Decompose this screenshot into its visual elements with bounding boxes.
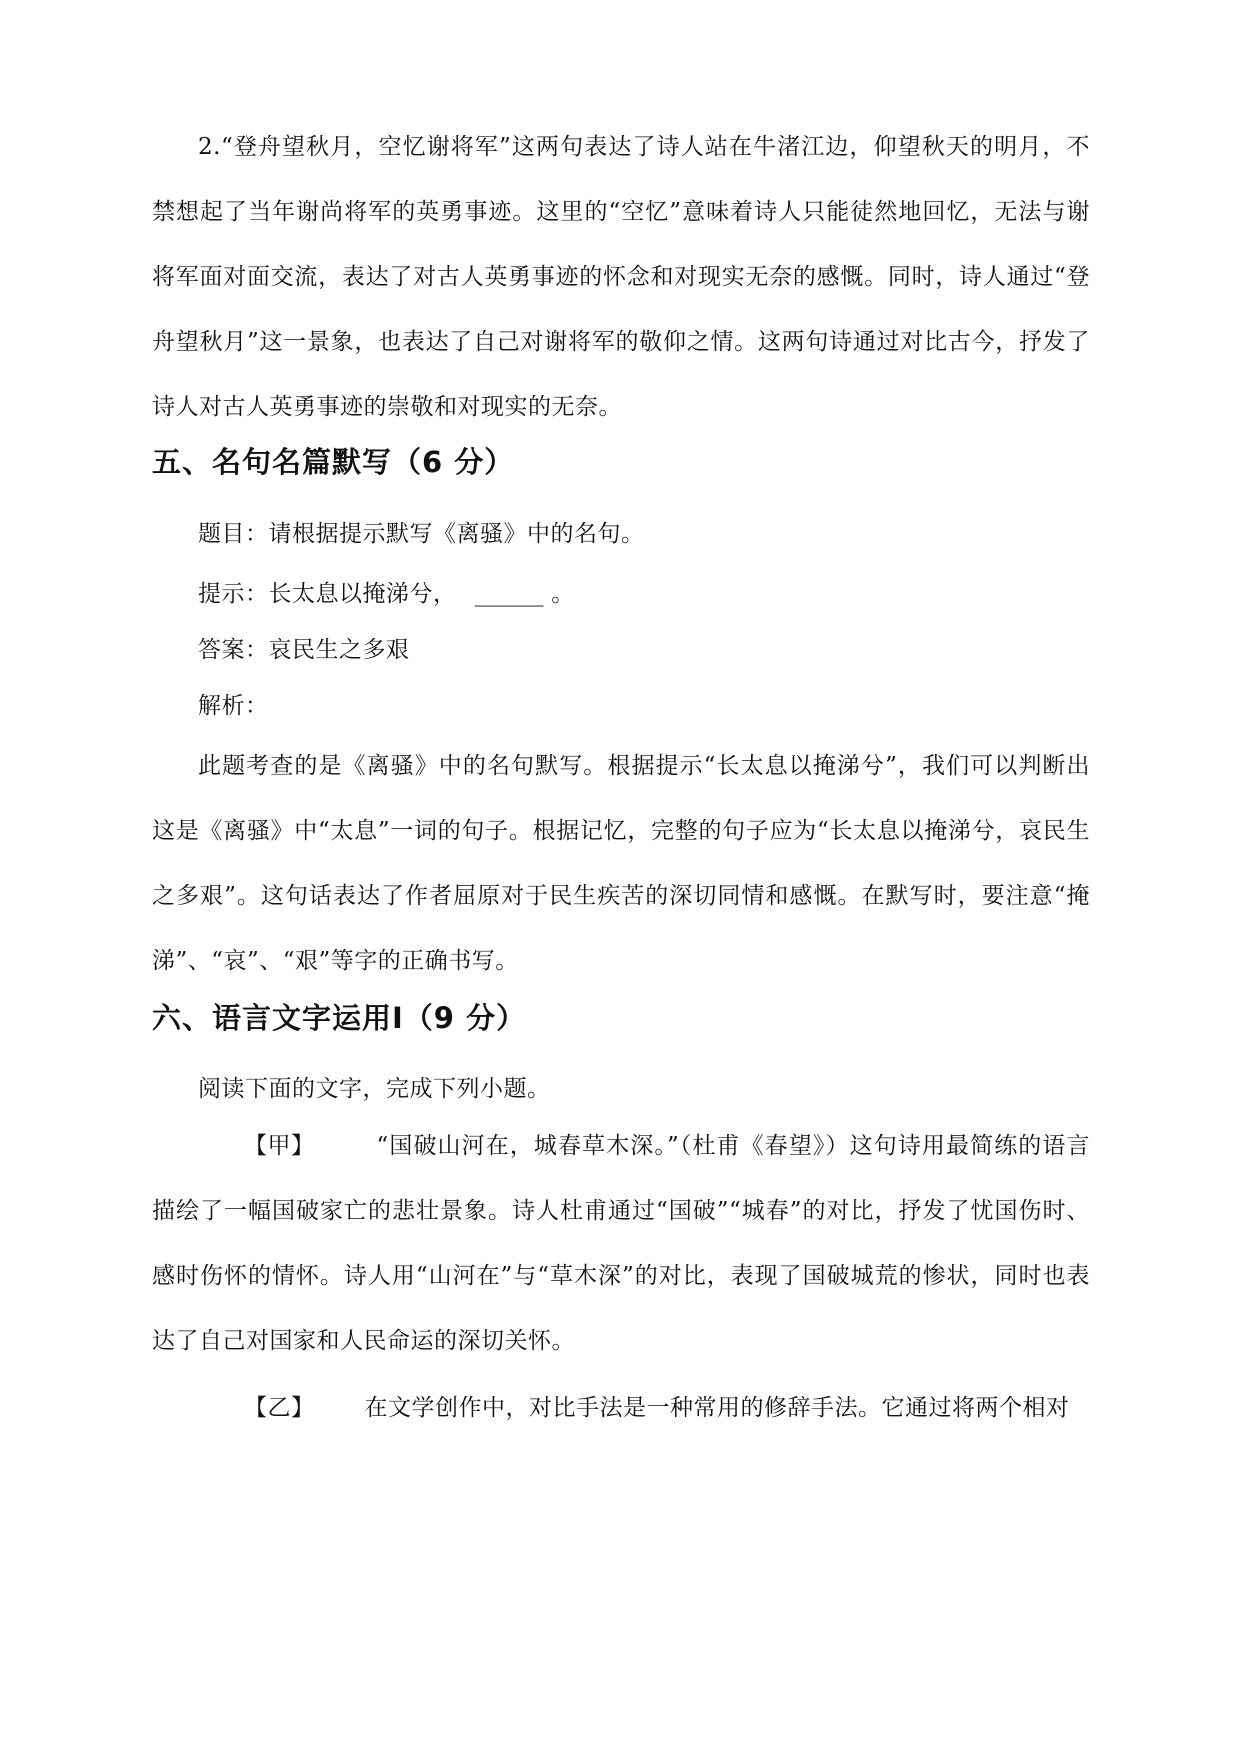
reading-intro: 阅读下面的文字，完成下列小题。 [198, 1076, 551, 1102]
passage-jia [152, 1114, 1090, 1374]
section-six-heading: 六、语言文字运用Ⅰ（9 分） [152, 1001, 527, 1035]
hint-blank: ______ [474, 581, 544, 607]
section-five-heading: 五、名句名篇默写（6 分） [152, 445, 515, 479]
hint-prefix: 提示：长太息以掩涕兮， [198, 581, 457, 607]
poem-analysis-paragraph: 2.“登舟望秋月，空忆谢将军”这两句表达了诗人站在牛渚江边，仰望秋天的明月，不禁想起了当年谢尚将军的英勇事迹。这里的“空忆”意味着诗人只能徒然地回忆，无法与谢将军面对面交流，表达了对古人英勇事迹的怀念和对现实无奈的感慨。同时，诗人通过“登舟望秋月”这一景象，也表达了自己对谢将军的敬仰之情。这两句诗通过对比古今，抒发了诗人对古人英勇事迹的崇敬和对现实的无奈。 [152, 134, 1090, 420]
question-line: 题目：请根据提示默写《离骚》中的名句。 [198, 521, 645, 547]
passage-jia-tag: 【甲】 [244, 1133, 315, 1159]
hint-suffix: 。 [543, 581, 575, 607]
hint-line [198, 578, 575, 610]
passage-jia-text: “国破山河在，城春草木深。”（杜甫《春望》）这句诗用最简练的语言描绘了一幅国破家亡的悲壮景象。诗人杜甫通过“国破”“城春”的对比，抒发了忧国伤时、感时伤怀的情怀。诗人用“山河在”与“草木深”的对比，表现了国破城荒的惨状，同时也表达了自己对国家和人民命运的深切关怀。 [152, 1133, 1090, 1354]
analysis-paragraph: 此题考查的是《离骚》中的名句默写。根据提示“长太息以掩涕兮”，我们可以判断出这是《离骚》中“太息”一词的句子。根据记忆，完整的句子应为“长太息以掩涕兮，哀民生之多艰”。这句话表达了作者屈原对于民生疾苦的深切同情和感慨。在默写时，要注意“掩涕”、“哀”、“艰”等字的正确书写。 [152, 753, 1090, 974]
analysis-label: 解析： [198, 693, 269, 719]
answer-line: 答案：哀民生之多艰 [198, 637, 410, 663]
passage-yi [152, 1376, 1090, 1441]
passage-yi-text: 在文学创作中，对比手法是一种常用的修辞手法。它通过将两个相对 [364, 1395, 1070, 1421]
passage-yi-tag: 【乙】 [244, 1395, 315, 1421]
